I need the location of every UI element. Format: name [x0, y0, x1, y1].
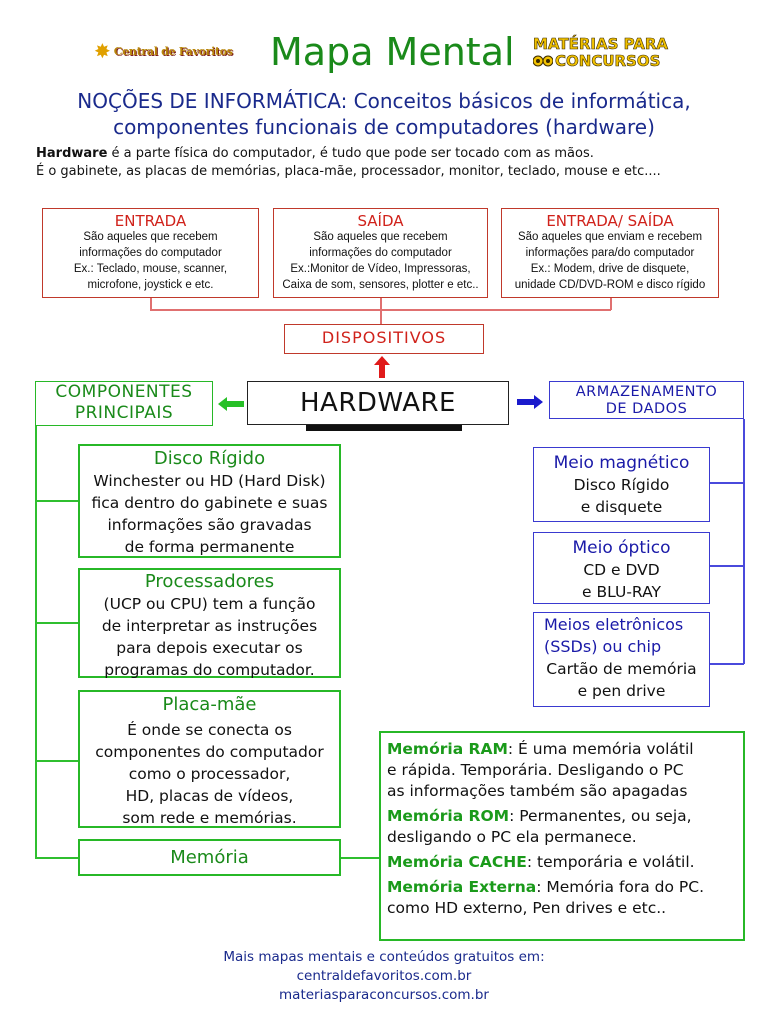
- box-dispositivos: DISPOSITIVOS: [284, 324, 484, 354]
- arrow-up-icon: [373, 356, 391, 378]
- logo-central-de-favoritos: ✸ Central de Favoritos: [94, 39, 233, 63]
- box-placa-mae: Placa-mãe É onde se conecta os componentes do computador como o processador, HD, placas de vídeos, som rede e memórias.: [78, 690, 341, 828]
- owl-icon: [533, 54, 553, 68]
- box-entrada: ENTRADA São aqueles que recebem informações do computador Ex.: Teclado, mouse, scanner, microfone, joystick e etc.: [42, 208, 259, 298]
- box-memoria-detalhes: [379, 731, 745, 941]
- memory-item-rom: Memória ROM: Permanentes, ou seja, desligando o PC ela permanece.: [387, 807, 692, 846]
- box-processadores: Processadores (UCP ou CPU) tem a função de interpretar as instruções para depois executar os programas do computador.: [78, 568, 341, 678]
- connector-line: [380, 309, 382, 325]
- connector-line: [709, 482, 744, 484]
- connector-line: [35, 622, 78, 624]
- logo-materias-para-concursos: MATÉRIAS PARA CONCURSOS: [533, 35, 668, 70]
- box-memoria: Memória: [78, 839, 341, 876]
- box-meio-magnetico: Meio magnético Disco Rígido e disquete: [533, 447, 710, 522]
- connector-line: [743, 419, 745, 664]
- footer-link-materiasparaconcursos[interactable]: materiasparaconcursos.com.br: [279, 987, 489, 1003]
- connector-line: [35, 857, 78, 859]
- memory-item-cache: Memória CACHE: temporária e volátil.: [387, 853, 695, 871]
- connector-line: [709, 565, 744, 567]
- memory-item-externa: Memória Externa: Memória fora do PC. como HD externo, Pen drives e etc..: [387, 878, 705, 917]
- subtitle: NOÇÕES DE INFORMÁTICA: Conceitos básicos de informática, componentes funcionais de computadores (hardware): [77, 89, 691, 139]
- connector-line: [35, 760, 78, 762]
- page-title: Mapa Mental: [270, 30, 515, 74]
- box-saida: SAÍDA São aqueles que recebem informações do computador Ex.:Monitor de Vídeo, Impressoras, Caixa de som, sensores, plotter e etc..: [273, 208, 488, 298]
- arrow-left-icon: [218, 396, 244, 412]
- box-componentes-principais: COMPONENTES PRINCIPAIS: [35, 381, 213, 426]
- box-armazenamento: ARMAZENAMENTO DE DADOS: [549, 381, 744, 419]
- footer-link-centraldefavoritos[interactable]: centraldefavoritos.com.br: [296, 968, 472, 984]
- connector-line: [35, 426, 37, 858]
- intro-text: Hardware é a parte física do computador, é tudo que pode ser tocado com as mãos. É o gabinete, as placas de memórias, placa-mãe, processador, monitor, teclado, mouse e etc....: [36, 146, 661, 179]
- connector-line: [341, 857, 379, 859]
- arrow-right-icon: [517, 394, 543, 410]
- footer: Mais mapas mentais e conteúdos gratuitos em: centraldefavoritos.com.br materiasparaconcursos.com.br: [0, 948, 768, 1005]
- box-entrada-saida: ENTRADA/ SAÍDA São aqueles que enviam e recebem informações para/do computador Ex.: Modem, drive de disquete, unidade CD/DVD-ROM e disco rígido: [501, 208, 719, 298]
- box-disco-rigido: Disco Rígido Winchester ou HD (Hard Disk) fica dentro do gabinete e suas informações são gravadas de forma permanente: [78, 444, 341, 558]
- star-icon: ✸: [94, 39, 111, 63]
- box-hardware: HARDWARE: [247, 381, 509, 425]
- box-meio-optico: Meio óptico CD e DVD e BLU-RAY: [533, 532, 710, 604]
- box-meios-eletronicos: Meios eletrônicos (SSDs) ou chip Cartão de memória e pen drive: [533, 612, 710, 707]
- connector-line: [35, 500, 78, 502]
- connector-line: [709, 663, 744, 665]
- memory-item-ram: Memória RAM: É uma memória volátil e rápida. Temporária. Desligando o PC as informações também são apagadas: [387, 740, 694, 800]
